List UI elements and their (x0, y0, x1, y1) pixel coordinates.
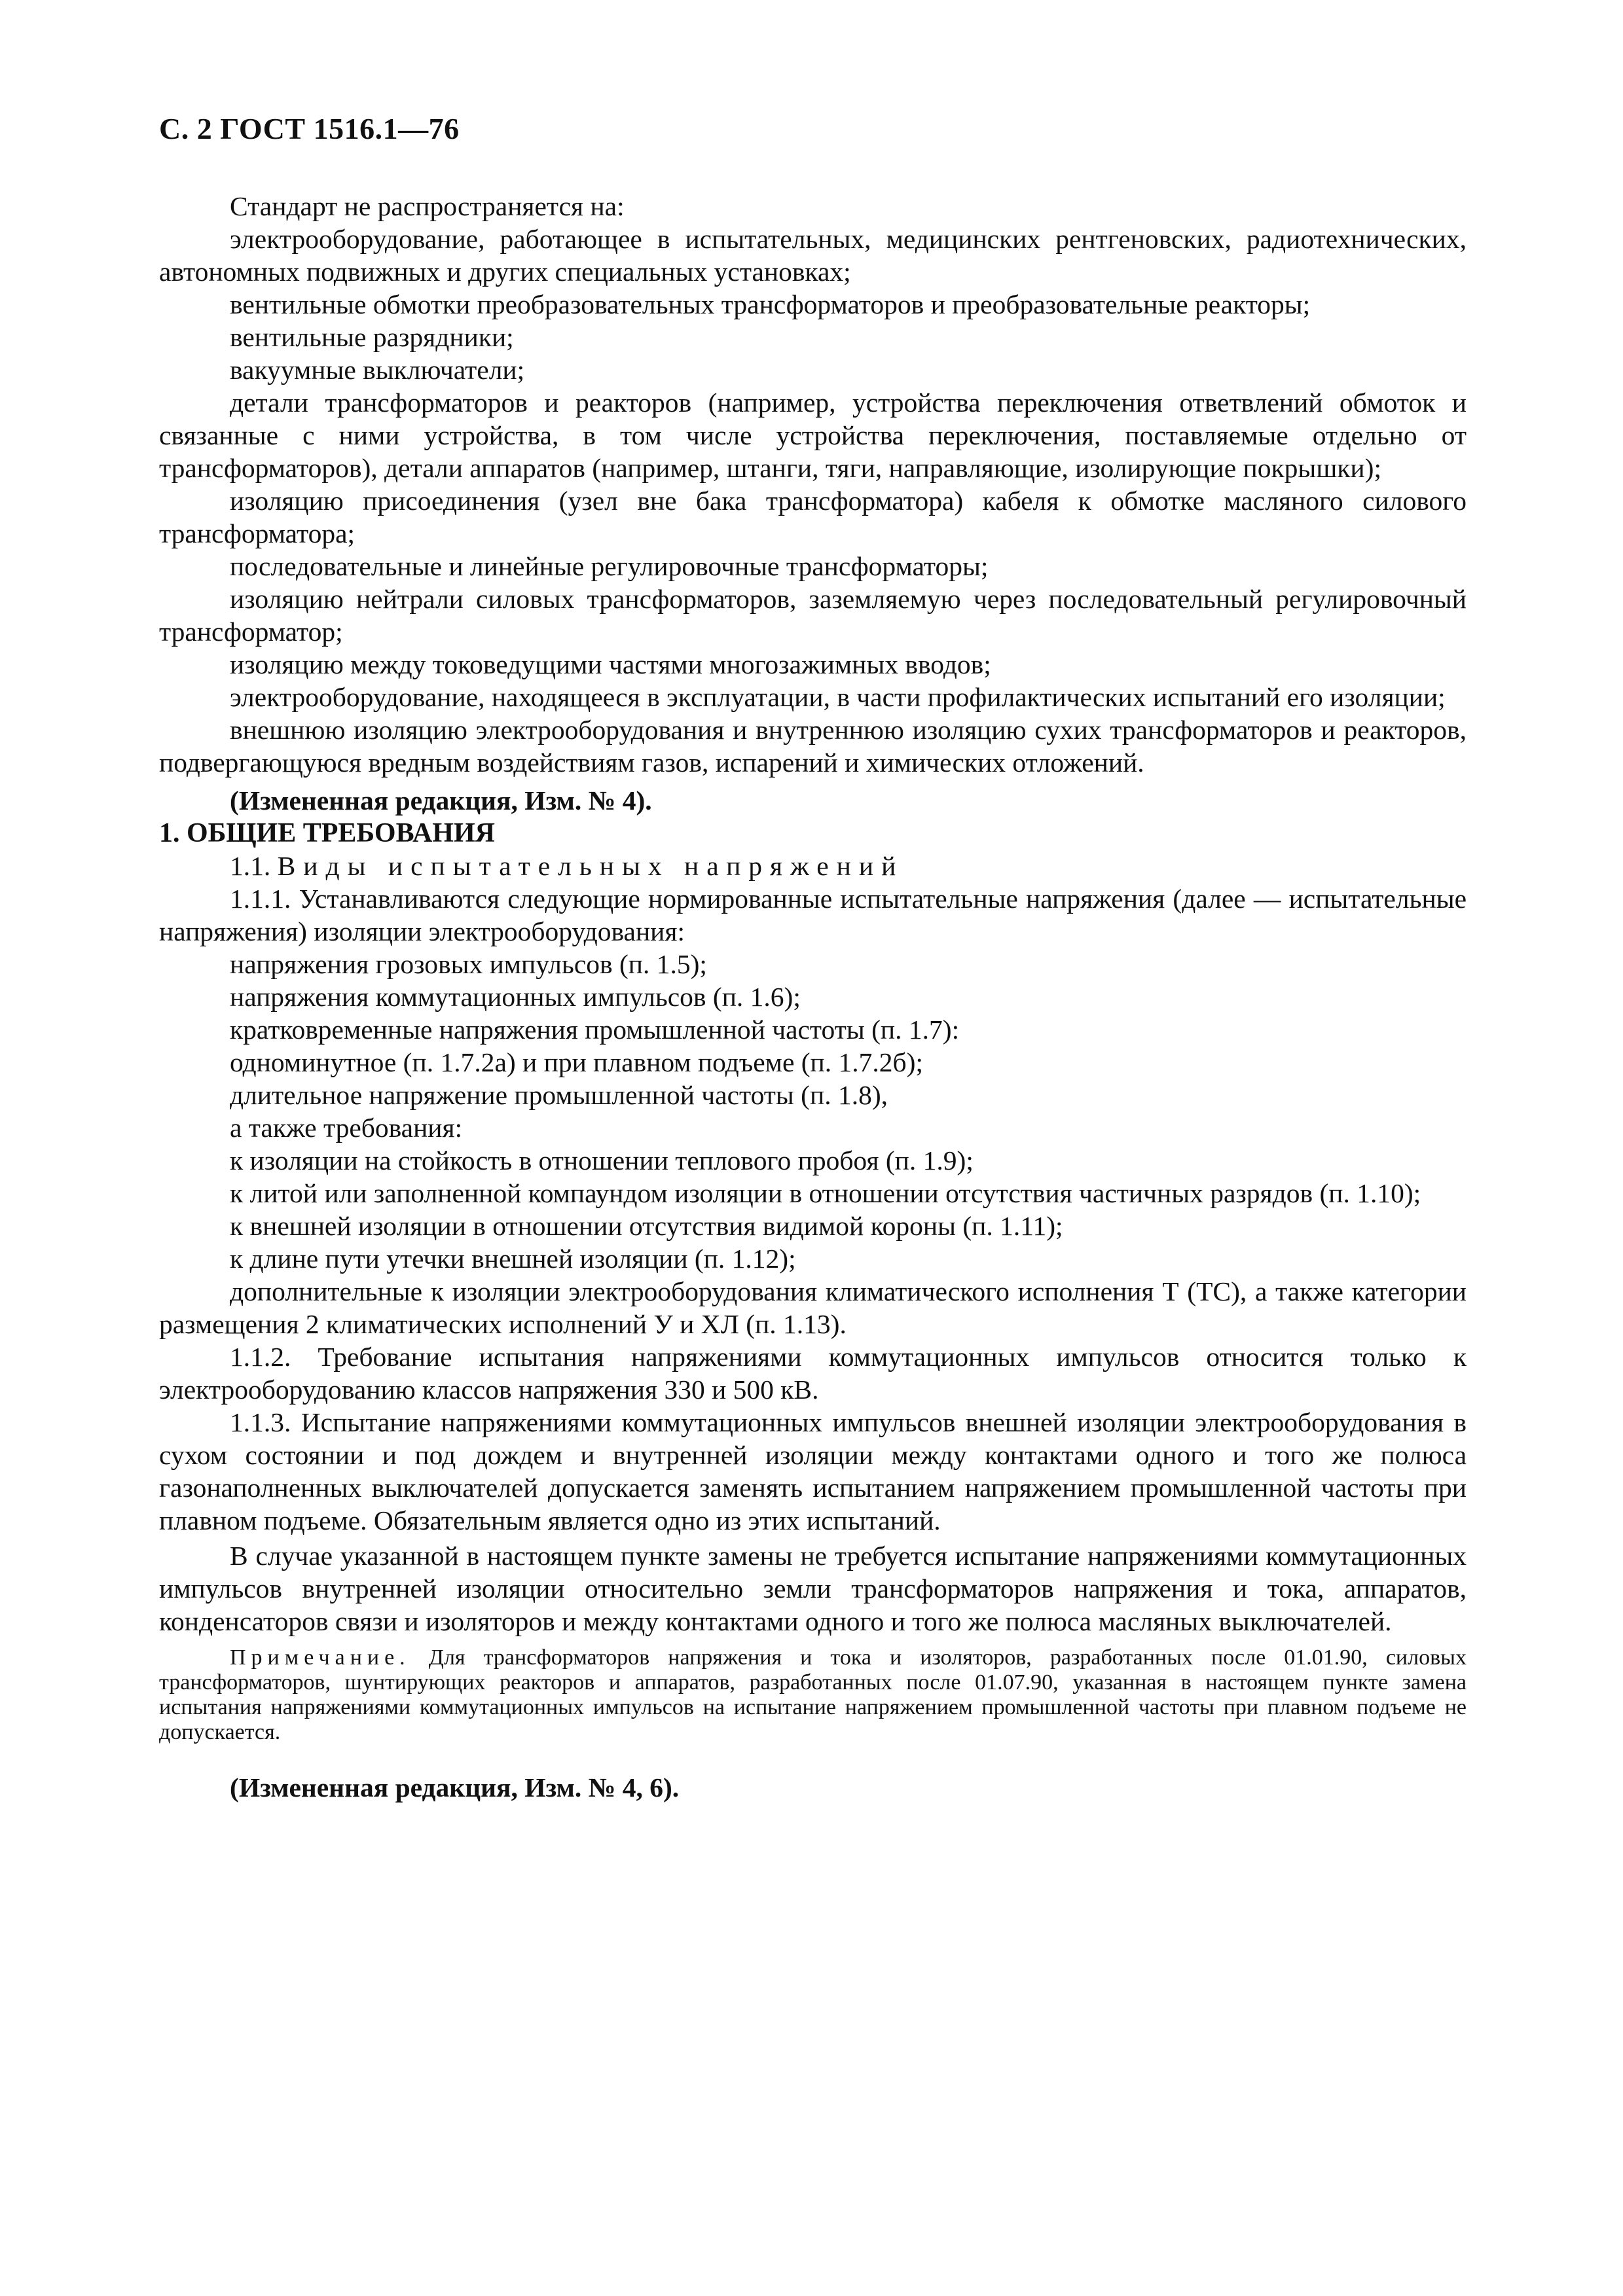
section-title: 1. ОБЩИЕ ТРЕБОВАНИЯ (159, 818, 495, 848)
exclusion-item: электрооборудование, находящееся в эксплуатации, в части профилактических испытаний его изоляции; (230, 682, 1446, 712)
exclusion-item: последовательные и линейные регулировочные трансформаторы; (230, 551, 989, 581)
amendment-note: (Измененная редакция, Изм. № 4, 6). (230, 1772, 680, 1803)
body-text (159, 190, 1467, 1804)
voltage-list-item: а также требования: (230, 1113, 463, 1143)
subsection-heading (159, 850, 1467, 882)
exclusion-item: детали трансформаторов и реакторов (например, устройства переключения ответвлений обмоток и связанные с ними устройства, в том числе устройства переключения, поставляемые отдельно от трансформаторов), детали аппаратов (например, штанги, тяги, направляющие, изолирующие покрышки); (159, 387, 1467, 483)
voltage-list-item: напряжения коммутационных импульсов (п. 1.6); (230, 982, 801, 1012)
exclusion-item: изоляцию нейтрали силовых трансформаторов, заземляемую через последовательный регулировочный трансформатор; (159, 584, 1467, 647)
replacement-case-paragraph: В случае указанной в настоящем пункте замены не требуется испытание напряжениями коммутационных импульсов внутренней изоляции относительно земли трансформаторов напряжения и тока, аппаратов, конденсаторов связи и изоляторов и между контактами одного и того же полюса масляных выключателей. (159, 1541, 1467, 1636)
clause-1-1-1: 1.1.1. Устанавливаются следующие нормированные испытательные напряжения (далее — испытательные напряжения) изоляции электрооборудования: (159, 884, 1467, 946)
note-paragraph (159, 1645, 1467, 1745)
note-text: Для трансформаторов напряжения и тока и изоляторов, разработанных после 01.01.90, силовых трансформаторов, шунтирующих реакторов и аппаратов, разработанных после 01.07.90, указанная в настоящем пункте замена испытания напряжениями коммутационных импульсов на испытание напряжением промышленной частоты при плавном подъеме не допускается. (159, 1645, 1467, 1744)
voltage-list-item: кратковременные напряжения промышленной частоты (п. 1.7): (230, 1014, 960, 1045)
exclusion-item: электрооборудование, работающее в испытательных, медицинских рентгеновских, радиотехнических, автономных подвижных и других специальных установках; (159, 224, 1467, 287)
intro-lead: Стандарт не распространяется на: (230, 191, 625, 221)
exclusion-item: изоляцию между токоведущими частями многозажимных вводов; (230, 649, 991, 679)
clause-1-1-3: 1.1.3. Испытание напряжениями коммутационных импульсов внешней изоляции электрооборудования в сухом состоянии и под дождем и внутренней изоляции между контактами одного и того же полюса газонаполненных выключателей допускается заменять испытанием напряжением промышленной частоты при плавном подъеме. Обязательным является одно из этих испытаний. (159, 1407, 1467, 1535)
voltage-list-item: к длине пути утечки внешней изоляции (п. 1.12); (230, 1244, 796, 1274)
clause-1-1-2: 1.1.2. Требование испытания напряжениями коммутационных импульсов относится только к электрооборудованию классов напряжения 330 и 500 кВ. (159, 1342, 1467, 1405)
exclusion-item: внешнюю изоляцию электрооборудования и внутреннюю изоляцию сухих трансформаторов и реакторов, подвергающуюся вредным воздействиям газов, испарений и химических отложений. (159, 715, 1467, 778)
voltage-list-item: одноминутное (п. 1.7.2а) и при плавном подъеме (п. 1.7.2б); (230, 1047, 923, 1077)
exclusion-item: вакуумные выключатели; (230, 355, 525, 385)
note-label: Примечание. (230, 1645, 410, 1670)
voltage-list-item: длительное напряжение промышленной частоты (п. 1.8), (230, 1080, 888, 1110)
exclusion-item: изоляцию присоединения (узел вне бака трансформатора) кабеля к обмотке масляного силового трансформатора; (159, 486, 1467, 548)
running-head: С. 2 ГОСТ 1516.1—76 (159, 112, 460, 145)
voltage-list-item: к внешней изоляции в отношении отсутствия видимой короны (п. 1.11); (230, 1211, 1063, 1241)
voltage-list-item: к изоляции на стойкость в отношении теплового пробоя (п. 1.9); (230, 1145, 974, 1175)
amendment-note: (Измененная редакция, Изм. № 4). (230, 785, 652, 816)
voltage-list-item: напряжения грозовых импульсов (п. 1.5); (230, 949, 707, 979)
voltage-list-item: к литой или заполненной компаундом изоляции в отношении отсутствия частичных разрядов (п. 1.10); (230, 1178, 1421, 1208)
subsection-title: Виды испытательных напряжений (277, 851, 904, 881)
voltage-list-item: дополнительные к изоляции электрооборудования климатического исполнения Т (ТС), а также категории размещения 2 климатических исполнений У и ХЛ (п. 1.13). (159, 1276, 1467, 1339)
exclusion-item: вентильные обмотки преобразовательных трансформаторов и преобразовательные реакторы; (230, 289, 1311, 319)
exclusion-item: вентильные разрядники; (230, 322, 514, 352)
subsection-number: 1.1. (230, 851, 271, 881)
